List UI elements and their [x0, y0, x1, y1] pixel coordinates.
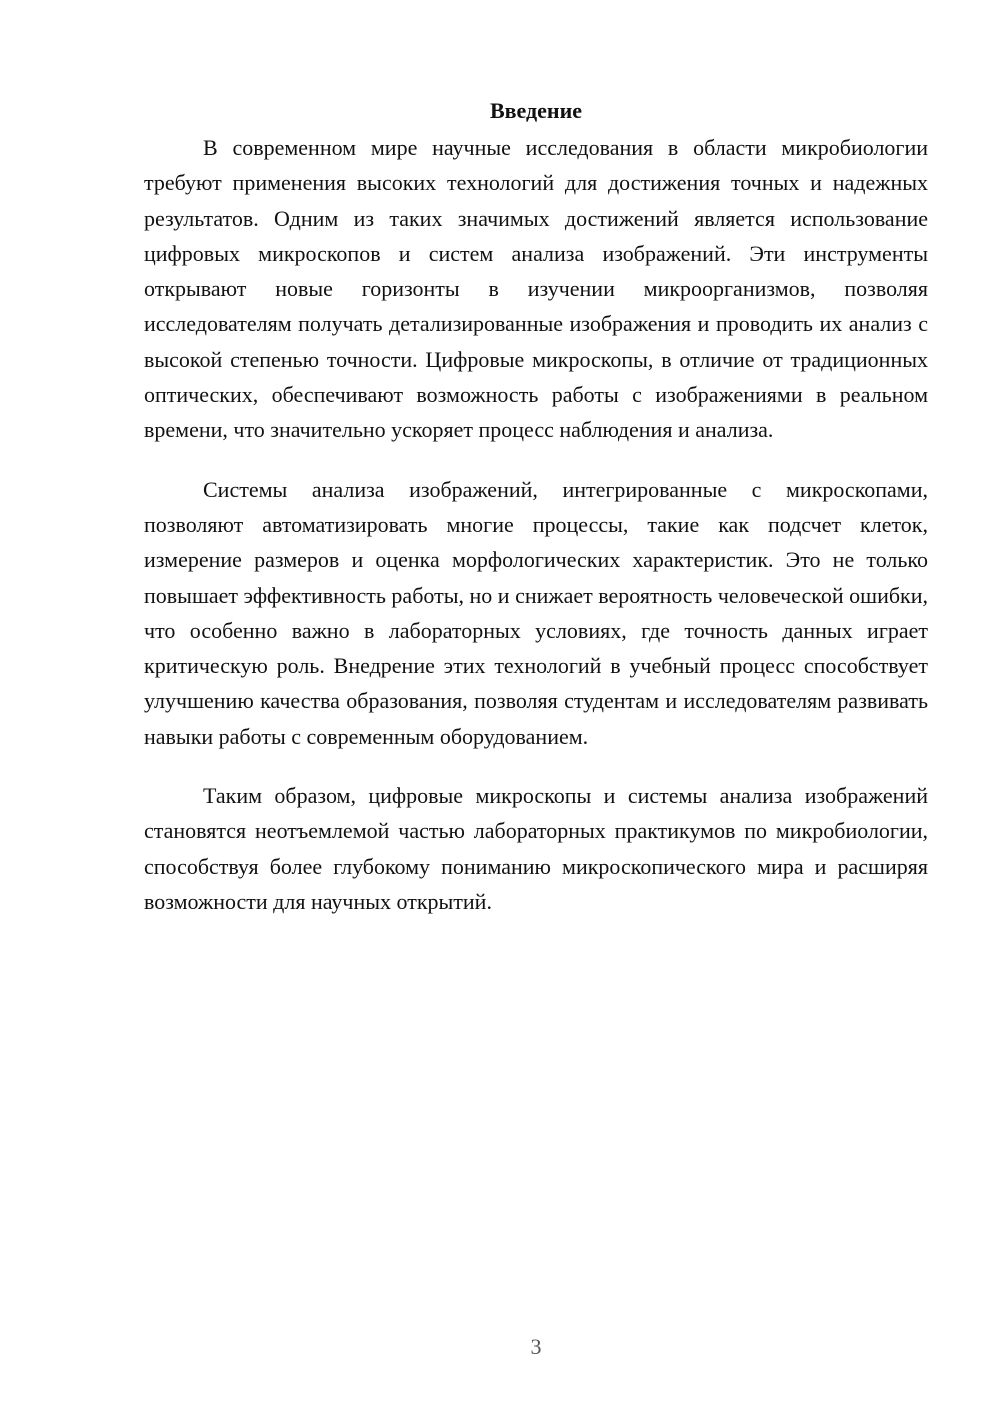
page-content — [144, 96, 928, 943]
section-title: Введение — [489, 98, 583, 123]
paragraph-3: Таким образом, цифровые микроскопы и системы анализа изображений становятся неотъемлемой частью лабораторных практикумов по микробиологии, способствуя более глубокому пониманию микроскопического мира и расширяя возможности для научных открытий. — [144, 783, 928, 914]
paragraph-2: Системы анализа изображений, интегрированные с микроскопами, позволяют автоматизировать многие процессы, такие как подсчет клеток, измерение размеров и оценка морфологических характеристик. Это не только повышает эффективность работы, но и снижает вероятность человеческой ошибки, что особенно важно в лабораторных условиях, где точность данных играет критическую роль. Внедрение этих технологий в учебный процесс способствует улучшению качества образования, позволяя студентам и исследователям развивать навыки работы с современным оборудованием. — [144, 476, 928, 749]
paragraph-1: В современном мире научные исследования в области микробиологии требуют применения высоких технологий для достижения точных и надежных результатов. Одним из таких значимых достижений является использование цифровых микроскопов и систем анализа изображений. Эти инструменты открывают новые горизонты в изучении микроорганизмов, позволяя исследователям получать детализированные изображения и проводить их анализ с высокой степенью точности. Цифровые микроскопы, в отличие от традиционных оптических, обеспечивают возможность работы с изображениями в реальном времени, что значительно ускоряет процесс наблюдения и анализа. — [144, 135, 928, 443]
page-number: 3 — [530, 1334, 542, 1359]
